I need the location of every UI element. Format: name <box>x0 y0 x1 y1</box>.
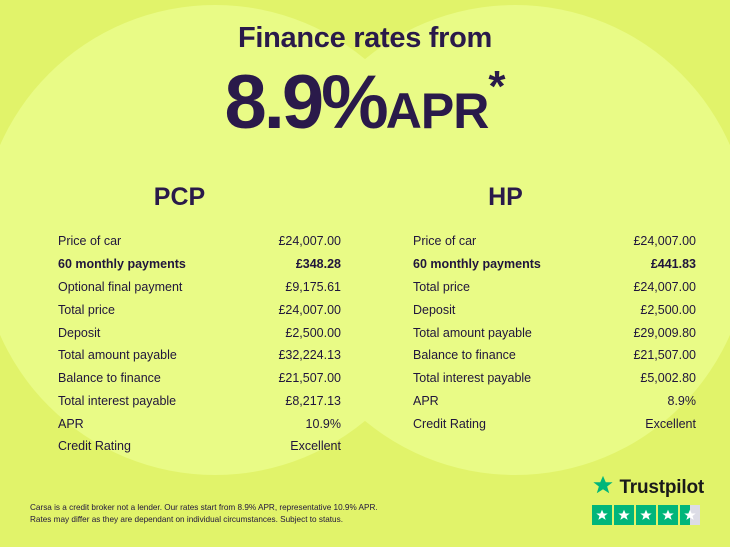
row-label: Deposit <box>413 302 456 317</box>
table-row <box>413 253 696 276</box>
row-value: £24,007.00 <box>278 234 341 249</box>
star-icon <box>592 505 612 525</box>
row-value: £32,224.13 <box>278 348 341 363</box>
table-row <box>413 412 696 435</box>
table-row <box>58 412 341 435</box>
table-row <box>58 253 341 276</box>
row-value: 10.9% <box>305 416 341 431</box>
table-row <box>413 344 696 367</box>
row-value: £2,500.00 <box>285 325 341 340</box>
disclaimer <box>30 502 378 527</box>
disclaimer-line-2: Rates may differ as they are dependant on individual circumstances. Subject to status. <box>30 515 343 525</box>
star-half-icon <box>680 505 700 525</box>
page-title: Finance rates from <box>237 22 493 54</box>
table-row <box>413 298 696 321</box>
headline-rate <box>0 60 730 145</box>
rate-apr-label: APR <box>385 83 489 139</box>
row-label: APR <box>413 393 439 408</box>
row-label: 60 monthly payments <box>58 257 186 272</box>
table-row <box>413 367 696 390</box>
table-row <box>413 389 696 412</box>
table-row <box>58 389 341 412</box>
row-label: Balance to finance <box>413 348 516 363</box>
rate-percent: 8.9% <box>224 60 386 145</box>
row-label: Deposit <box>58 325 101 340</box>
finance-comparison <box>0 183 730 458</box>
row-label: Credit Rating <box>413 416 486 431</box>
row-label: Optional final payment <box>58 279 183 294</box>
row-value: £5,002.80 <box>640 371 696 386</box>
trustpilot-wordmark: Trustpilot <box>619 476 704 498</box>
row-label: Total amount payable <box>413 325 532 340</box>
row-value: 8.9% <box>667 393 696 408</box>
trustpilot-star-icon <box>592 474 614 501</box>
row-label: Total price <box>58 302 115 317</box>
row-label: Total interest payable <box>58 393 177 408</box>
trustpilot-logo <box>592 474 704 501</box>
pcp-title: PCP <box>153 183 206 211</box>
row-value: £24,007.00 <box>278 302 341 317</box>
pcp-rows <box>34 230 365 458</box>
table-row <box>58 230 341 253</box>
row-value: £348.28 <box>295 257 341 272</box>
row-value: £24,007.00 <box>633 234 696 249</box>
hp-column <box>365 183 696 458</box>
table-row <box>58 435 341 458</box>
star-icon <box>636 505 656 525</box>
row-value: Excellent <box>290 439 341 454</box>
table-row <box>413 276 696 299</box>
trustpilot-rating <box>592 474 704 525</box>
row-value: £9,175.61 <box>285 279 341 294</box>
row-label: APR <box>58 416 84 431</box>
rate-asterisk: * <box>488 62 506 111</box>
row-value: £441.83 <box>650 257 696 272</box>
row-label: Total amount payable <box>58 348 177 363</box>
pcp-column <box>34 183 365 458</box>
hp-rows <box>365 230 696 435</box>
table-row <box>58 321 341 344</box>
row-value: £24,007.00 <box>633 279 696 294</box>
table-row <box>413 321 696 344</box>
row-label: Price of car <box>413 234 477 249</box>
table-row <box>58 344 341 367</box>
row-label: Credit Rating <box>58 439 131 454</box>
hp-title: HP <box>488 183 523 211</box>
row-label: Total price <box>413 279 470 294</box>
row-label: Price of car <box>58 234 122 249</box>
disclaimer-line-1: Carsa is a credit broker not a lender. Our rates start from 8.9% APR, representative 10.9% APR. <box>30 502 378 512</box>
table-row <box>413 230 696 253</box>
row-label: Balance to finance <box>58 371 161 386</box>
row-value: Excellent <box>645 416 696 431</box>
row-value: £21,507.00 <box>633 348 696 363</box>
table-row <box>58 367 341 390</box>
trustpilot-stars <box>592 505 704 525</box>
star-icon <box>614 505 634 525</box>
table-row <box>58 276 341 299</box>
row-value: £21,507.00 <box>278 371 341 386</box>
row-label: 60 monthly payments <box>413 257 541 272</box>
row-label: Total interest payable <box>413 371 532 386</box>
table-row <box>58 298 341 321</box>
row-value: £8,217.13 <box>285 393 341 408</box>
star-icon <box>658 505 678 525</box>
row-value: £29,009.80 <box>633 325 696 340</box>
row-value: £2,500.00 <box>640 302 696 317</box>
